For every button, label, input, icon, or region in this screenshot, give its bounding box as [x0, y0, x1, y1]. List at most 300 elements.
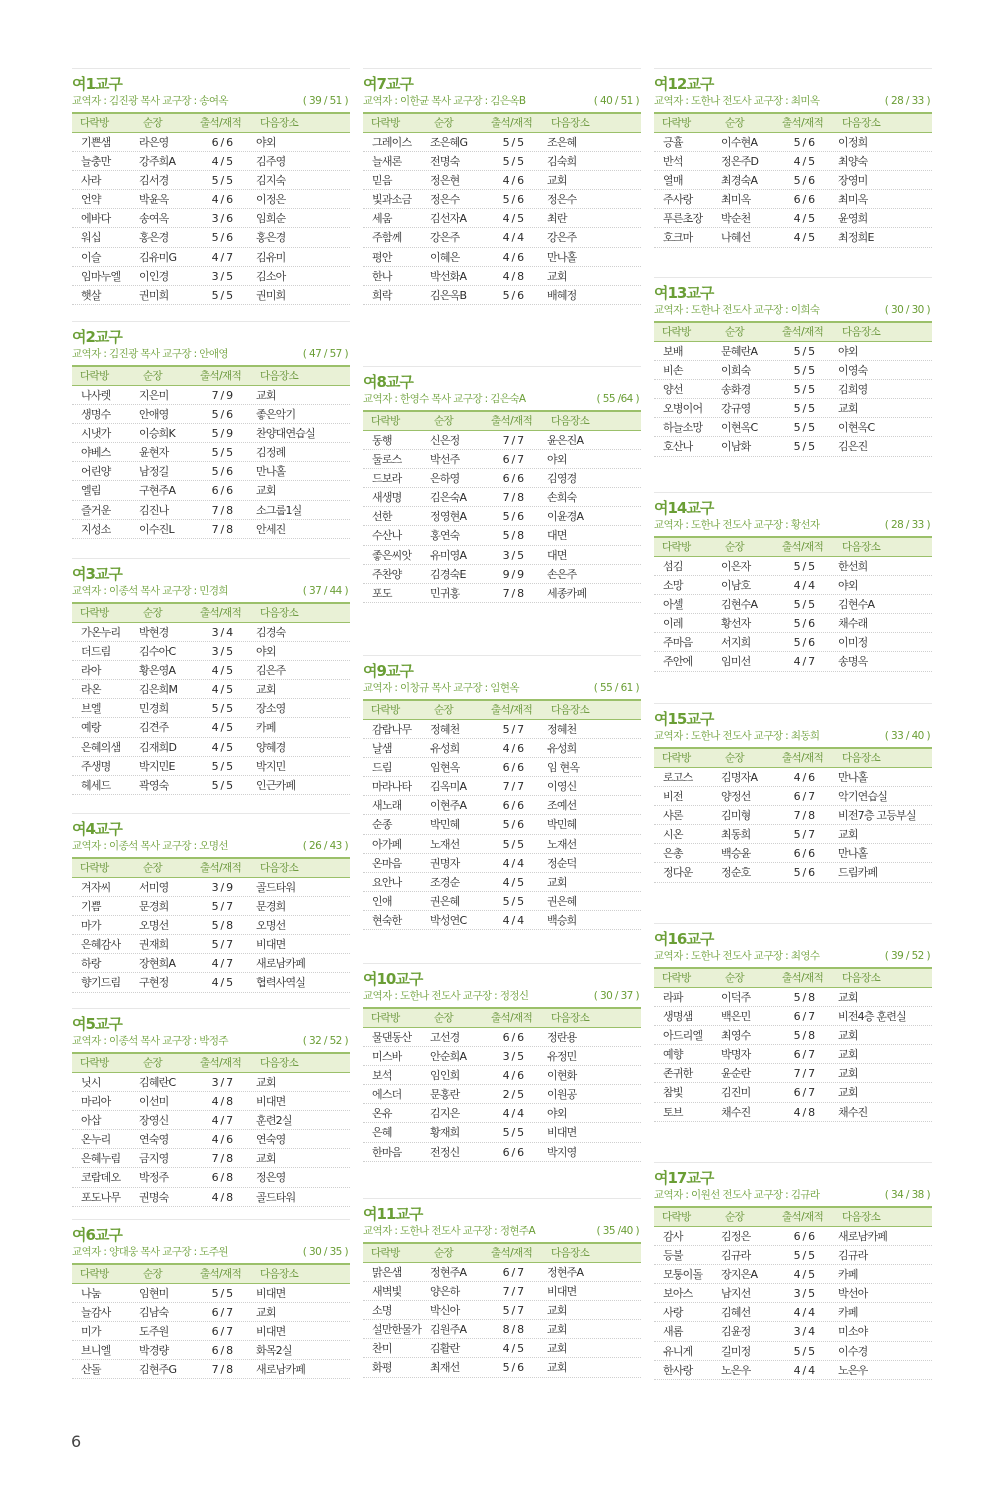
attendance: 5 / 6 — [502, 288, 524, 302]
next-location: 이정은 — [256, 193, 286, 207]
section-divider — [72, 321, 350, 322]
district-leaders: 교역자 : 이종석 목사 교구장 : 박정주 — [72, 1035, 228, 1047]
attendance-total: ( 39 / 52 ) — [884, 950, 930, 962]
leader-name: 황은영A — [139, 664, 176, 678]
leader-name: 조경순 — [430, 875, 460, 889]
group-name: 기쁜샘 — [81, 136, 111, 149]
group-name: 은총 — [663, 847, 683, 861]
district-section — [654, 923, 932, 1122]
attendance: 6 / 6 — [793, 193, 815, 207]
attendance-total: ( 55 /64 ) — [596, 393, 639, 405]
leader-name: 김윤정 — [721, 1325, 751, 1339]
attendance: 5 / 6 — [793, 136, 815, 149]
group-name: 주안에 — [663, 655, 693, 669]
attendance: 4 / 5 — [793, 1268, 815, 1282]
attendance: 4 / 4 — [793, 1306, 815, 1320]
district-title: 여11교구 — [363, 1205, 423, 1223]
column-header: 출석/재적 — [491, 704, 533, 716]
column-header: 출석/재적 — [782, 972, 824, 984]
column-header: 다락방 — [80, 862, 109, 874]
leader-name: 김진미 — [721, 1086, 751, 1100]
attendance: 4 / 4 — [793, 579, 815, 593]
leader-name: 박정주 — [139, 1171, 169, 1185]
next-location: 교회 — [547, 1361, 567, 1375]
column-header: 출석/재적 — [200, 1268, 242, 1280]
table-row — [72, 1188, 350, 1207]
group-name: 가온누리 — [81, 626, 121, 639]
attendance: 4 / 4 — [502, 913, 524, 927]
leader-name: 이승희K — [139, 427, 175, 441]
attendance: 4 / 4 — [502, 1107, 524, 1121]
group-name: 온유 — [372, 1107, 392, 1121]
next-location: 송명옥 — [838, 655, 868, 669]
leader-name: 길미정 — [721, 1344, 751, 1358]
table-row — [72, 133, 350, 152]
next-location: 채수진 — [838, 1105, 868, 1119]
group-name: 순종 — [372, 818, 392, 832]
district-info — [72, 838, 350, 854]
leader-name: 박신아 — [430, 1304, 460, 1318]
attendance: 4 / 5 — [211, 976, 233, 990]
leader-name: 양은하 — [430, 1285, 460, 1299]
next-location: 장영미 — [838, 174, 868, 188]
district-title: 여1교구 — [72, 75, 122, 93]
attendance: 4 / 5 — [793, 212, 815, 226]
leader-name: 라은영 — [139, 136, 169, 149]
leader-name: 강주희A — [139, 155, 176, 169]
group-name: 온마음 — [372, 856, 402, 870]
next-location: 이수경 — [838, 1344, 868, 1358]
leader-name: 김견주 — [139, 721, 169, 735]
column-header: 순장 — [434, 1247, 454, 1259]
next-location: 박선아 — [838, 1287, 868, 1301]
attendance: 5 / 5 — [211, 778, 233, 792]
column-header: 다음장소 — [551, 415, 590, 427]
column-header: 다음장소 — [551, 704, 590, 716]
attendance: 6 / 6 — [502, 1031, 524, 1044]
group-name: 동행 — [372, 434, 392, 447]
leader-name: 이수진L — [139, 522, 174, 536]
leader-name: 정은현 — [430, 174, 460, 188]
group-name: 주함께 — [372, 231, 402, 245]
table-header — [72, 1263, 350, 1284]
group-name: 이슬 — [81, 250, 101, 264]
table-row — [72, 152, 350, 171]
attendance-total: ( 55 / 61 ) — [593, 682, 639, 694]
column-header: 다음장소 — [551, 117, 590, 129]
table-row — [363, 1123, 641, 1142]
column-header: 출석/재적 — [782, 541, 824, 553]
district-info — [363, 680, 641, 696]
attendance: 4 / 6 — [211, 1133, 233, 1147]
column-header: 다락방 — [371, 1012, 400, 1024]
table-row — [654, 1322, 932, 1341]
leader-name: 김경숙E — [430, 567, 466, 581]
table-row — [363, 526, 641, 545]
district-title: 여14교구 — [654, 499, 714, 517]
district-info — [363, 1223, 641, 1239]
table-row — [72, 228, 350, 247]
attendance: 5 / 7 — [502, 723, 524, 736]
table-row — [654, 768, 932, 787]
table-row — [72, 209, 350, 228]
leader-name: 박현경 — [139, 626, 169, 639]
attendance: 4 / 5 — [211, 664, 233, 678]
group-name: 라파 — [663, 991, 683, 1004]
attendance: 5 / 5 — [793, 345, 815, 358]
group-name: 나사렛 — [81, 389, 111, 402]
district-info — [72, 583, 350, 599]
leader-name: 임인희 — [430, 1069, 460, 1083]
group-name: 푸른초장 — [663, 212, 703, 226]
group-name: 호산나 — [663, 440, 693, 454]
table-header — [654, 747, 932, 768]
table-row — [72, 776, 350, 795]
leader-name: 김재희D — [139, 740, 177, 754]
table-row — [363, 546, 641, 565]
table-row — [654, 361, 932, 380]
next-location: 권은혜 — [547, 894, 577, 908]
attendance: 6 / 6 — [502, 472, 524, 486]
group-name: 은혜감사 — [81, 938, 121, 952]
leader-name: 오명선 — [139, 919, 169, 933]
next-location: 유성희 — [547, 742, 577, 756]
group-name: 언약 — [81, 193, 101, 207]
leader-name: 이남화 — [721, 440, 751, 454]
group-name: 선한 — [372, 510, 392, 524]
table-row — [72, 462, 350, 481]
group-name: 맑은샘 — [372, 1266, 402, 1279]
table-row — [363, 796, 641, 815]
group-name: 아가페 — [372, 837, 402, 851]
attendance: 6 / 6 — [502, 761, 524, 775]
next-location: 이현옥C — [838, 421, 875, 435]
next-location: 교회 — [838, 1067, 858, 1081]
district-title: 여6교구 — [72, 1226, 122, 1244]
district-table — [363, 699, 641, 930]
column-header: 다음장소 — [842, 541, 881, 553]
column-header: 순장 — [725, 1211, 745, 1223]
next-location: 교회 — [838, 1086, 858, 1100]
table-row — [72, 1130, 350, 1149]
leader-name: 황선자 — [721, 617, 751, 631]
leader-name: 이현주A — [430, 799, 467, 813]
district-info — [72, 1244, 350, 1260]
next-location: 문경희 — [256, 900, 286, 914]
group-name: 빛과소금 — [372, 193, 412, 207]
attendance: 2 / 5 — [502, 1088, 524, 1102]
next-location: 협력사역실 — [256, 976, 306, 990]
next-location: 김영경 — [547, 472, 577, 486]
attendance: 4 / 5 — [502, 1342, 524, 1356]
next-location: 좋은악기 — [256, 408, 296, 422]
leader-name: 장영신 — [139, 1114, 169, 1128]
attendance-total: ( 26 / 43 ) — [302, 840, 348, 852]
next-location: 비대면 — [256, 1325, 286, 1339]
group-name: 이레 — [663, 617, 683, 631]
district-section — [654, 703, 932, 883]
leader-name: 김남숙 — [139, 1306, 169, 1320]
leader-name: 이은자 — [721, 560, 751, 573]
next-location: 교회 — [256, 484, 276, 498]
attendance: 4 / 6 — [211, 193, 233, 207]
table-row — [363, 758, 641, 777]
table-row — [72, 1303, 350, 1322]
district-title: 여2교구 — [72, 328, 122, 346]
district-table — [654, 112, 932, 248]
next-location: 이현화 — [547, 1069, 577, 1083]
table-row — [654, 787, 932, 806]
next-location: 김현수A — [838, 598, 875, 612]
table-row — [654, 380, 932, 399]
group-name: 엘림 — [81, 484, 101, 498]
table-row — [72, 286, 350, 305]
next-location: 야외 — [256, 645, 276, 659]
table-row — [654, 1007, 932, 1026]
column-header: 다락방 — [662, 541, 691, 553]
leader-name: 최동희 — [721, 828, 751, 842]
table-row — [654, 633, 932, 652]
next-location: 야외 — [547, 453, 567, 467]
column-header: 다락방 — [80, 607, 109, 619]
group-name: 아셀 — [663, 598, 683, 612]
section-divider — [72, 813, 350, 814]
district-section — [654, 492, 932, 672]
attendance: 3 / 5 — [502, 548, 524, 562]
next-location: 교회 — [838, 1029, 858, 1043]
group-name: 등불 — [663, 1249, 683, 1263]
leader-name: 노은우 — [721, 1363, 751, 1377]
table-row — [72, 171, 350, 190]
attendance: 7 / 8 — [211, 522, 233, 536]
leader-name: 김서경 — [139, 174, 169, 188]
attendance: 5 / 7 — [211, 900, 233, 914]
district-table — [363, 112, 641, 305]
group-name: 둘로스 — [372, 453, 402, 467]
attendance: 6 / 8 — [211, 1344, 233, 1358]
group-name: 즐거운 — [81, 503, 111, 517]
table-header — [72, 365, 350, 386]
next-location: 정순덕 — [547, 856, 577, 870]
attendance-total: ( 32 / 52 ) — [302, 1035, 348, 1047]
attendance-total: ( 34 / 38 ) — [884, 1189, 930, 1201]
group-name: 은혜의샘 — [81, 740, 121, 754]
leader-name: 권은혜 — [430, 894, 460, 908]
column-header: 순장 — [143, 370, 163, 382]
leader-name: 박명자 — [721, 1048, 751, 1062]
table-row — [72, 973, 350, 992]
group-name: 지성소 — [81, 522, 111, 536]
group-name: 인애 — [372, 894, 392, 908]
table-row — [72, 1284, 350, 1303]
next-location: 김지숙 — [256, 174, 286, 188]
table-row — [72, 757, 350, 776]
group-name: 햇살 — [81, 288, 101, 302]
next-location: 교회 — [838, 828, 858, 842]
next-location: 대면 — [547, 548, 567, 562]
leader-name: 홍은경 — [139, 231, 169, 245]
group-name: 감람나무 — [372, 723, 412, 736]
next-location: 대면 — [547, 529, 567, 543]
next-location: 김희영 — [838, 383, 868, 397]
table-row — [363, 507, 641, 526]
district-title: 여15교구 — [654, 710, 714, 728]
leader-name: 양정선 — [721, 790, 751, 804]
next-location: 박지민 — [256, 759, 286, 773]
table-row — [654, 228, 932, 247]
column-header: 다락방 — [80, 370, 109, 382]
group-name: 산돌 — [81, 1363, 101, 1377]
leader-name: 최미옥 — [721, 193, 751, 207]
district-leaders: 교역자 : 김진광 목사 교구장 : 안애영 — [72, 348, 228, 360]
group-name: 임마누엘 — [81, 269, 121, 283]
column-header: 출석/재적 — [200, 1057, 242, 1069]
attendance: 6 / 6 — [793, 847, 815, 861]
group-name: 화평 — [372, 1361, 392, 1375]
attendance: 3 / 7 — [211, 1076, 233, 1089]
attendance-total: ( 30 / 30 ) — [884, 304, 930, 316]
group-name: 마가 — [81, 919, 101, 933]
group-name: 시냇가 — [81, 427, 111, 441]
column-header: 순장 — [434, 1012, 454, 1024]
attendance: 4 / 7 — [211, 250, 233, 264]
next-location: 채수래 — [838, 617, 868, 631]
next-location: 비대면 — [256, 1287, 286, 1300]
leader-name: 은하영 — [430, 472, 460, 486]
group-name: 샤론 — [663, 809, 683, 823]
district-table — [363, 410, 641, 603]
group-name: 모퉁이돌 — [663, 1268, 703, 1282]
next-location: 정은영 — [256, 1171, 286, 1185]
group-name: 섬김 — [663, 560, 683, 573]
section-divider — [363, 1198, 641, 1199]
district-table — [72, 602, 350, 795]
leader-name: 서미영 — [139, 881, 169, 894]
district-section — [72, 558, 350, 795]
attendance: 4 / 6 — [502, 1069, 524, 1083]
group-name: 세움 — [372, 212, 392, 226]
next-location: 교회 — [547, 1323, 567, 1337]
attendance: 5 / 5 — [502, 837, 524, 851]
group-name: 현숙한 — [372, 913, 402, 927]
leader-name: 노재선 — [430, 837, 460, 851]
leader-name: 유미영A — [430, 548, 467, 562]
leader-name: 홍연숙 — [430, 529, 460, 543]
next-location: 만나홀 — [838, 771, 868, 784]
group-name: 라온 — [81, 683, 101, 697]
table-row — [363, 1085, 641, 1104]
next-location: 교회 — [838, 402, 858, 416]
group-name: 어린양 — [81, 465, 111, 479]
next-location: 이원공 — [547, 1088, 577, 1102]
leader-name: 문홍란 — [430, 1088, 460, 1102]
table-row — [363, 469, 641, 488]
group-name: 참빛 — [663, 1086, 683, 1100]
group-name: 주찬양 — [372, 567, 402, 581]
group-name: 유니게 — [663, 1344, 693, 1358]
group-name: 정다운 — [663, 866, 693, 880]
next-location: 손희숙 — [547, 491, 577, 505]
leader-name: 권명숙 — [139, 1190, 169, 1204]
district-section — [72, 1219, 350, 1379]
attendance-total: ( 30 / 37 ) — [593, 990, 639, 1002]
group-name: 설만한물가 — [372, 1323, 422, 1337]
district-leaders: 교역자 : 도한나 전도사 교구장 : 정현주A — [363, 1225, 536, 1237]
next-location: 비대면 — [256, 1095, 286, 1109]
district-table — [72, 1052, 350, 1207]
attendance: 6 / 7 — [211, 1325, 233, 1339]
district-section — [72, 321, 350, 539]
column-header: 다락방 — [662, 1211, 691, 1223]
group-name: 포도나무 — [81, 1190, 121, 1204]
table-row — [654, 133, 932, 152]
group-name: 새생명 — [372, 491, 402, 505]
table-row — [72, 501, 350, 520]
table-row — [363, 720, 641, 739]
next-location: 세종카페 — [547, 586, 587, 600]
next-location: 정혜천 — [547, 723, 577, 736]
table-row — [363, 873, 641, 892]
leader-name: 정은주D — [721, 155, 759, 169]
next-location: 정은수 — [547, 193, 577, 207]
group-name: 한나 — [372, 269, 392, 283]
group-name: 은혜 — [372, 1126, 392, 1140]
leader-name: 민경희 — [139, 702, 169, 716]
district-leaders: 교역자 : 양대웅 목사 교구장 : 도주원 — [72, 1246, 228, 1258]
district-info — [72, 346, 350, 362]
leader-name: 윤순란 — [721, 1067, 751, 1081]
leader-name: 김진나 — [139, 503, 169, 517]
leader-name: 박선화A — [430, 269, 467, 283]
column-header: 순장 — [143, 862, 163, 874]
table-row — [363, 815, 641, 834]
next-location: 이정희 — [838, 136, 868, 149]
group-name: 새노래 — [372, 799, 402, 813]
leader-name: 박순천 — [721, 212, 751, 226]
table-row — [654, 1103, 932, 1122]
table-row — [363, 1301, 641, 1320]
table-row — [363, 228, 641, 247]
leader-name: 권미희 — [139, 288, 169, 302]
group-name: 예향 — [663, 1048, 683, 1062]
table-row — [72, 1322, 350, 1341]
leader-name: 송여옥 — [139, 212, 169, 226]
column-header: 순장 — [143, 117, 163, 129]
next-location: 안세진 — [256, 522, 286, 536]
next-location: 박지영 — [547, 1145, 577, 1159]
district-section — [654, 1162, 932, 1380]
attendance: 7 / 7 — [793, 1067, 815, 1081]
group-name: 코람데오 — [81, 1171, 121, 1185]
group-name: 미가 — [81, 1325, 101, 1339]
leader-name: 조은혜G — [430, 136, 468, 149]
group-name: 워십 — [81, 231, 101, 245]
section-divider — [654, 923, 932, 924]
district-section — [72, 1008, 350, 1207]
table-row — [363, 1104, 641, 1123]
leader-name: 강규영 — [721, 402, 751, 416]
leader-name: 고선경 — [430, 1031, 460, 1044]
attendance: 4 / 7 — [211, 1114, 233, 1128]
column-header: 출석/재적 — [200, 117, 242, 129]
leader-name: 윤현자 — [139, 446, 169, 460]
leader-name: 유성희 — [430, 742, 460, 756]
next-location: 최양숙 — [838, 155, 868, 169]
section-divider — [72, 68, 350, 69]
column-header: 다음장소 — [260, 862, 299, 874]
next-location: 이미정 — [838, 636, 868, 650]
group-name: 하늘소망 — [663, 421, 703, 435]
